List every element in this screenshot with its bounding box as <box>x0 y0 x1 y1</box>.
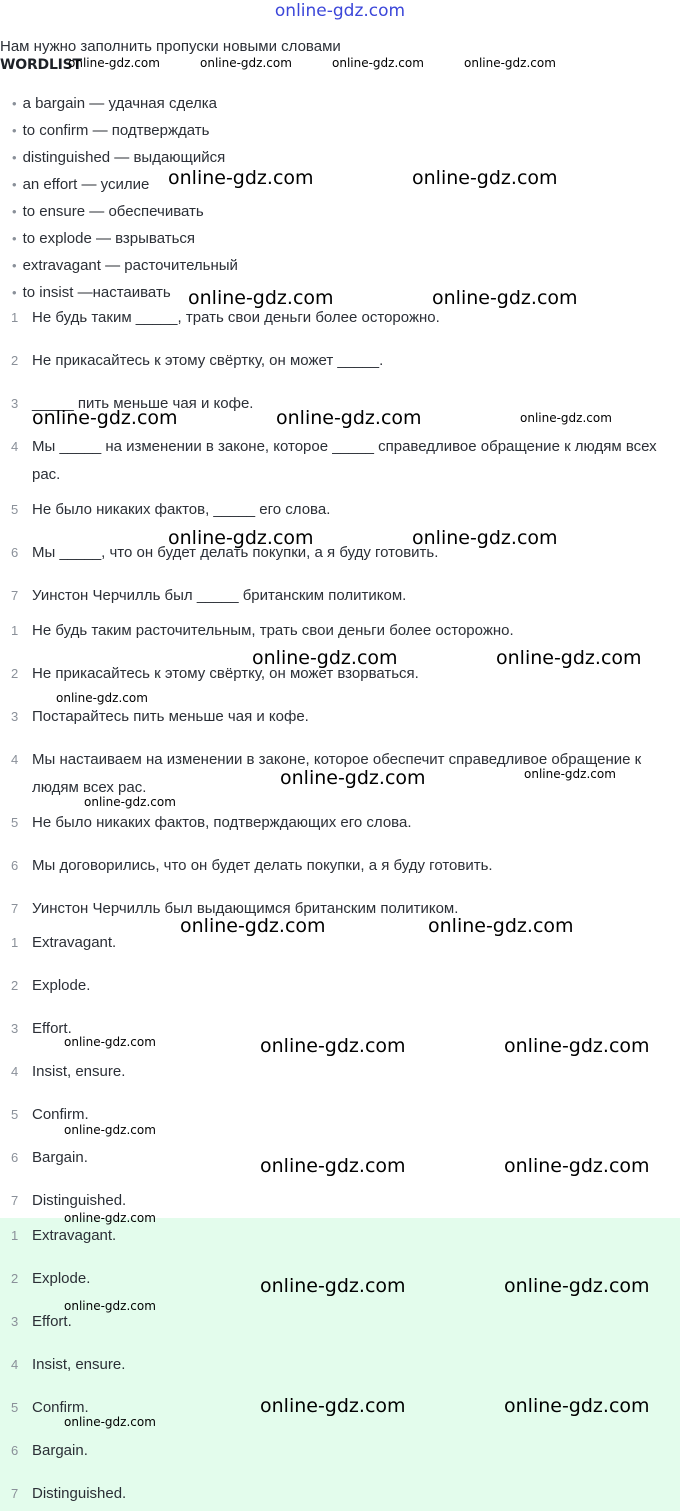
wordlist-item: • to explode — взрываться <box>12 230 196 247</box>
watermark: online-gdz.com <box>260 1155 406 1177</box>
watermark: online-gdz.com <box>68 56 160 70</box>
watermark: online-gdz.com <box>64 1415 156 1429</box>
watermark: online-gdz.com <box>496 647 642 669</box>
watermark: online-gdz.com <box>180 915 326 937</box>
watermark: online-gdz.com <box>332 56 424 70</box>
bullet-icon: • <box>12 150 17 165</box>
wordlist-item: • extravagant — расточительный <box>12 257 238 274</box>
wordlist-item: • to insist —настаивать <box>12 284 171 301</box>
watermark: online-gdz.com <box>524 767 616 781</box>
bullet-icon: • <box>12 231 17 246</box>
watermark: online-gdz.com <box>504 1155 650 1177</box>
watermark: online-gdz.com <box>168 527 314 549</box>
bullet-icon: • <box>12 258 17 273</box>
wordlist-item: • a bargain — удачная сделка <box>12 95 218 112</box>
watermark: online-gdz.com <box>428 915 574 937</box>
wordlist-item: • an effort — усилие <box>12 176 150 193</box>
watermark: online-gdz.com <box>504 1395 650 1417</box>
watermark: online-gdz.com <box>260 1035 406 1057</box>
watermark: online-gdz.com <box>520 411 612 425</box>
intro-text: Нам нужно заполнить пропуски новыми словами <box>0 38 341 54</box>
site-header-link[interactable]: online-gdz.com <box>274 1 406 21</box>
watermark: online-gdz.com <box>64 1299 156 1313</box>
watermark: online-gdz.com <box>260 1275 406 1297</box>
watermark: online-gdz.com <box>504 1275 650 1297</box>
watermark: online-gdz.com <box>64 1035 156 1049</box>
watermark: online-gdz.com <box>280 767 426 789</box>
bullet-icon: • <box>12 96 17 111</box>
wordlist-title: WORDLIST <box>0 57 82 73</box>
watermark: online-gdz.com <box>200 56 292 70</box>
watermark: online-gdz.com <box>56 691 148 705</box>
wordlist-item: • distinguished — выдающийся <box>12 149 226 166</box>
watermark: online-gdz.com <box>412 527 558 549</box>
watermark: online-gdz.com <box>504 1035 650 1057</box>
watermark: online-gdz.com <box>252 647 398 669</box>
watermark: online-gdz.com <box>64 1123 156 1137</box>
watermark: online-gdz.com <box>168 167 314 189</box>
watermark: online-gdz.com <box>188 287 334 309</box>
watermark: online-gdz.com <box>464 56 556 70</box>
wordlist-item: • to ensure — обеспечивать <box>12 203 204 220</box>
bullet-icon: • <box>12 204 17 219</box>
bullet-icon: • <box>12 177 17 192</box>
watermark: online-gdz.com <box>84 795 176 809</box>
watermark: online-gdz.com <box>412 167 558 189</box>
bullet-icon: • <box>12 285 17 300</box>
watermark: online-gdz.com <box>276 407 422 429</box>
wordlist-item: • to confirm — подтверждать <box>12 122 210 139</box>
watermark: online-gdz.com <box>64 1211 156 1225</box>
bullet-icon: • <box>12 123 17 138</box>
watermark: online-gdz.com <box>32 407 178 429</box>
watermark: online-gdz.com <box>260 1395 406 1417</box>
watermark: online-gdz.com <box>432 287 578 309</box>
